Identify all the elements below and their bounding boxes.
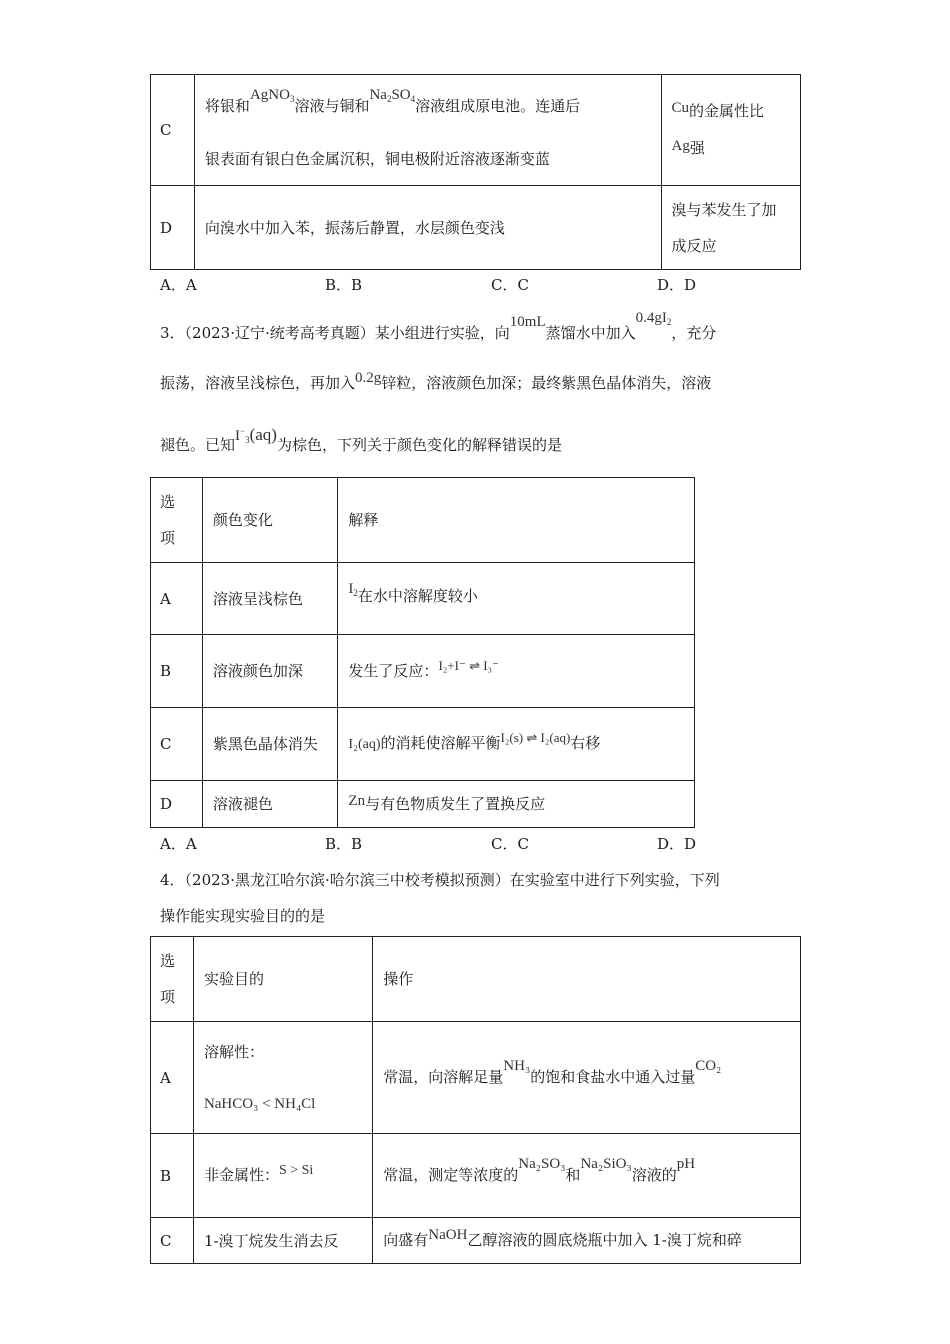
question-3-line-1: 3．（2023·辽宁·统考高考真题）某小组进行实验，向10mL蒸馏水中加入$0.4gI_2$，充分 xyxy=(160,310,717,342)
option-c[interactable]: C．C xyxy=(491,835,529,853)
table-header-row xyxy=(151,478,695,563)
option-d[interactable]: D．D xyxy=(657,835,697,853)
table-row xyxy=(151,75,801,186)
table-row: A 溶解性： NaHCO₃ < NH₄Cl 常温，向溶解足量NH₃的饱和食盐水中通入过量CO₂ xyxy=(151,1022,801,1134)
row-label: C xyxy=(151,75,195,186)
header-purpose: 实验目的 xyxy=(193,937,372,1022)
table-row: C 紫黑色晶体消失 I₂(aq)的消耗使溶解平衡I₂(s) ⇌ I₂(aq)右移 xyxy=(151,708,695,781)
operation-cell: 将银和AgNO$_3$溶液与铜和$Na_2SO_4$溶液组成原电池。连通后 银表面有银白色金属沉积，铜电极附近溶液逐渐变蓝 xyxy=(194,75,661,186)
option-b[interactable]: B．B xyxy=(325,835,363,853)
question-3-line-3: 褪色。已知$I^-_3(aq)$为棕色，下列关于颜色变化的解释错误的是 xyxy=(160,425,562,454)
header-explanation: 解释 xyxy=(338,478,695,563)
table-row: D 溶液褪色 Zn与有色物质发生了置换反应 xyxy=(151,781,695,828)
table-row: C 1-溴丁烷发生消去反 向盛有NaOH乙醇溶液的圆底烧瓶中加入 1-溴丁烷和碎 xyxy=(151,1218,801,1264)
header-option: 选 项 xyxy=(151,937,194,1022)
row-label: D xyxy=(151,186,195,270)
conclusion-cell: 溴与苯发生了加 成反应 xyxy=(661,186,800,270)
question-4-line-1: 4．（2023·黑龙江哈尔滨·哈尔滨三中校考模拟预测）在实验室中进行下列实验，下列 xyxy=(160,871,720,889)
table-1 xyxy=(150,74,801,270)
option-a[interactable]: A．A xyxy=(160,835,197,853)
table-row: A 溶液呈浅棕色 $I_2$在水中溶解度较小 xyxy=(151,563,695,635)
table-header-row xyxy=(151,937,801,1022)
header-operation: 操作 xyxy=(373,937,801,1022)
header-option: 选 项 xyxy=(151,478,203,563)
table-row: B 非金属性：S > Si 常温，测定等浓度的Na₂SO₃和Na₂SiO₃溶液的pH xyxy=(151,1134,801,1218)
question-4-line-2: 操作能实现实验目的的是 xyxy=(160,907,326,925)
option-b[interactable]: B．B xyxy=(325,276,363,294)
conclusion-cell: Cu的金属性比 Ag强 xyxy=(661,75,800,186)
table-row xyxy=(151,186,801,270)
operation-cell: 向溴水中加入苯，振荡后静置，水层颜色变浅 xyxy=(194,186,661,270)
table-3 xyxy=(150,936,801,1264)
option-d[interactable]: D．D xyxy=(657,276,697,294)
option-a[interactable]: A．A xyxy=(160,276,197,294)
table-2 xyxy=(150,477,695,828)
option-c[interactable]: C．C xyxy=(491,276,529,294)
header-color-change: 颜色变化 xyxy=(202,478,338,563)
question-3-line-2: 振荡，溶液呈浅棕色，再加入0.2g锌粒，溶液颜色加深；最终紫黑色晶体消失，溶液 xyxy=(160,370,712,392)
table-row: B 溶液颜色加深 发生了反应：I₂+I⁻ ⇌ I₃⁻ xyxy=(151,635,695,708)
